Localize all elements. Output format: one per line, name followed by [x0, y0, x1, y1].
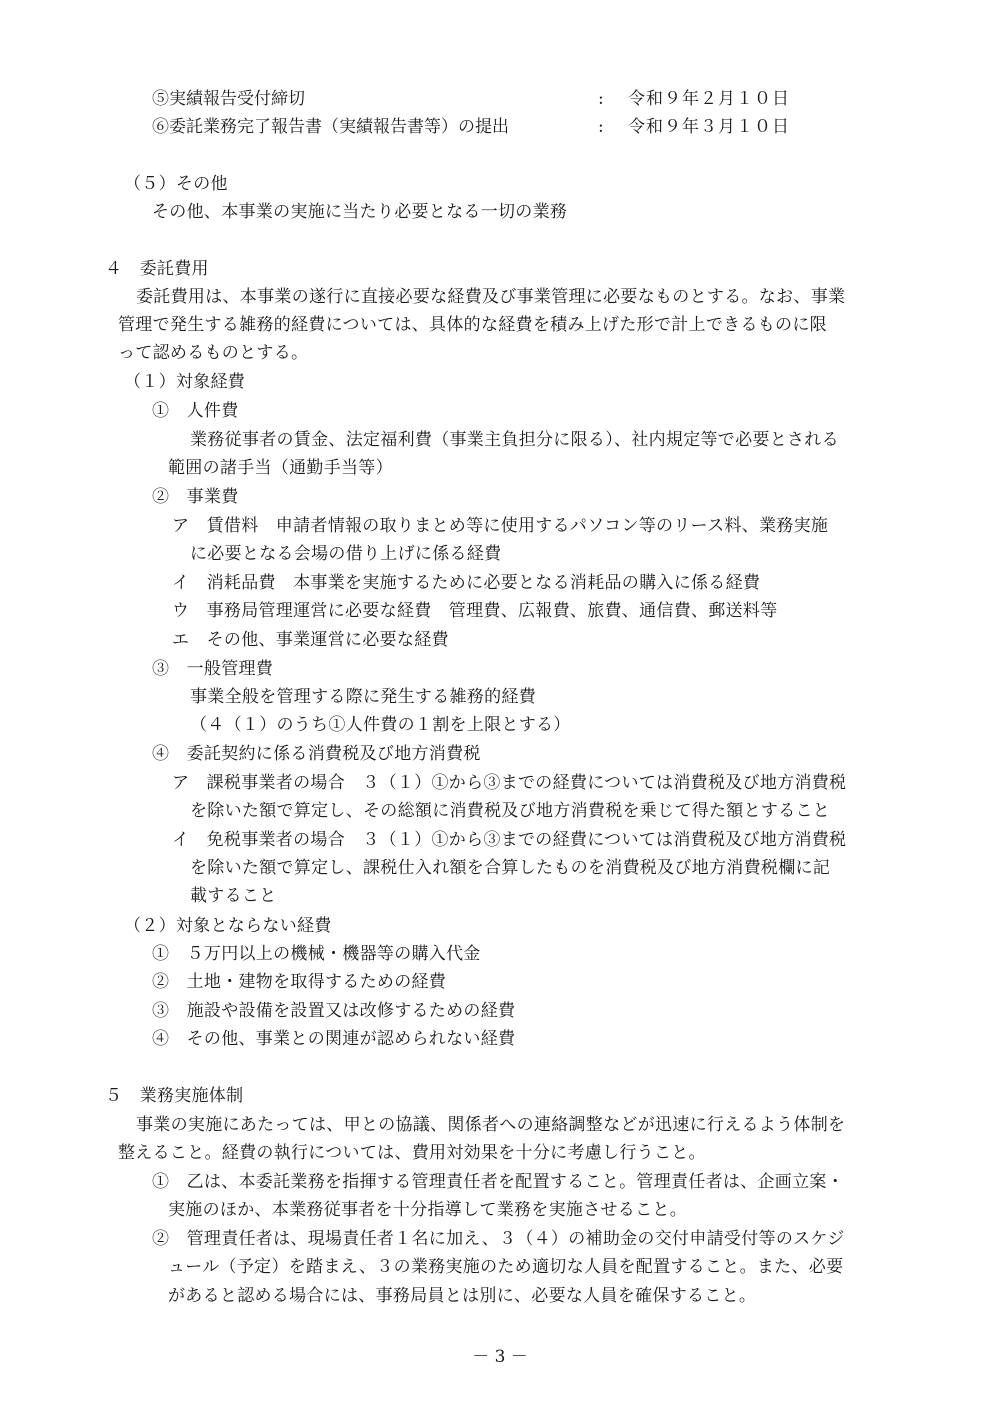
schedule-date: 令和９年３月１０日: [628, 117, 790, 137]
other-heading: （５）その他: [124, 174, 228, 194]
admin-cost-body-line: 事業全般を管理する際に発生する雑務的経費: [190, 687, 536, 707]
tax-heading: ④ 委託契約に係る消費税及び地方消費税: [152, 744, 481, 764]
section-5-item-line: があると認める場合には、事務局員とは別に、必要な人員を確保すること。: [168, 1286, 757, 1306]
covered-costs-heading: （１）対象経費: [124, 372, 246, 392]
labor-cost-body-line: 範囲の諸手当（通勤手当等）: [168, 458, 393, 478]
tax-item-line: を除いた額で算定し、課税仕入れ額を合算したものを消費税及び地方消費税欄に記: [190, 858, 831, 878]
section-4-heading: ４ 委託費用: [105, 259, 209, 279]
business-item-line: に必要となる会場の借り上げに係る経費: [190, 544, 502, 564]
schedule-date: 令和９年２月１０日: [628, 89, 790, 109]
excluded-item: ③ 施設や設備を設置又は改修するための経費: [152, 1001, 516, 1021]
excluded-item: ① ５万円以上の機械・機器等の購入代金: [152, 944, 481, 964]
schedule-item-label: ⑥委託業務完了報告書（実績報告書等）の提出: [152, 117, 509, 137]
section-4-intro-line: 管理で発生する雑務的経費については、具体的な経費を積み上げた形で計上できるものに限: [118, 315, 827, 335]
section-5-item-line: ュール（予定）を踏まえ、３の業務実施のため適切な人員を配置すること。また、必要: [168, 1257, 844, 1277]
section-5-item-line: ① 乙は、本委託業務を指揮する管理責任者を配置すること。管理責任者は、企画立案・: [152, 1172, 844, 1192]
schedule-colon: :: [598, 89, 604, 109]
section-4-intro-line: 委託費用は、本事業の遂行に直接必要な経費及び事業管理に必要なものとする。なお、事業: [136, 287, 846, 307]
business-item-line: ウ 事務局管理運営に必要な経費 管理費、広報費、旅費、通信費、郵送料等: [172, 601, 778, 621]
tax-item-line: イ 免税事業者の場合 ３（１）①から③までの経費については消費税及び地方消費税: [172, 830, 847, 850]
section-5-intro-line: 事業の実施にあたっては、甲との協議、関係者への連絡調整などが迅速に行えるよう体制を: [136, 1115, 846, 1135]
tax-item-line: を除いた額で算定し、その総額に消費税及び地方消費税を乗じて得た額とすること: [190, 801, 831, 821]
section-5-heading: ５ 業務実施体制: [105, 1086, 244, 1106]
tax-item-line: ア 課税事業者の場合 ３（１）①から③までの経費については消費税及び地方消費税: [172, 773, 847, 793]
excluded-item: ② 土地・建物を取得するための経費: [152, 972, 447, 992]
section-4-intro-line: って認めるものとする。: [118, 343, 309, 363]
labor-cost-body-line: 業務従事者の賃金、法定福利費（事業主負担分に限る）、社内規定等で必要とされる: [190, 430, 839, 450]
business-cost-heading: ② 事業費: [152, 487, 239, 507]
business-item-line: イ 消耗品費 本事業を実施するために必要となる消耗品の購入に係る経費: [172, 573, 761, 593]
excluded-item: ④ その他、事業との関連が認められない経費: [152, 1029, 516, 1049]
business-item-line: ア 賃借料 申請者情報の取りまとめ等に使用するパソコン等のリース料、業務実施: [172, 516, 829, 536]
schedule-colon: :: [598, 117, 604, 137]
admin-cost-heading: ③ 一般管理費: [152, 659, 274, 679]
section-5-item-line: 実施のほか、本業務従事者を十分指導して業務を実施させること。: [168, 1200, 687, 1220]
schedule-item-label: ⑤実績報告受付締切: [152, 89, 305, 109]
excluded-costs-heading: （２）対象とならない経費: [124, 916, 332, 936]
admin-cost-body-line: （４（１）のうち①人件費の１割を上限とする）: [190, 715, 571, 735]
business-item-line: エ その他、事業運営に必要な経費: [172, 630, 449, 650]
other-body: その他、本事業の実施に当たり必要となる一切の業務: [152, 202, 568, 222]
page-number: － 3 －: [472, 1347, 528, 1367]
section-5-item-line: ② 管理責任者は、現場責任者１名に加え、３（４）の補助金の交付申請受付等のスケジ: [152, 1229, 845, 1249]
labor-cost-heading: ① 人件費: [152, 401, 239, 421]
tax-item-line: 載すること: [190, 886, 277, 906]
section-5-intro-line: 整えること。経費の執行については、費用対効果を十分に考慮し行うこと。: [118, 1143, 706, 1163]
